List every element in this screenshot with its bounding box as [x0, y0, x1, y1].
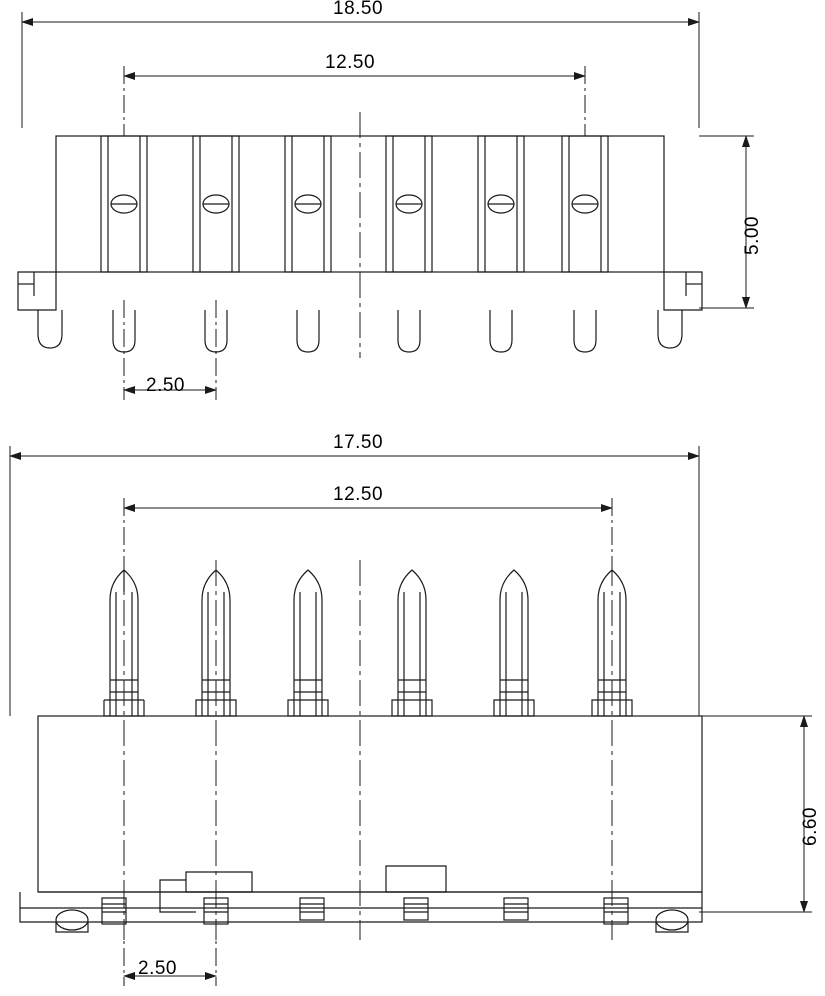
top-view-right-flange [664, 272, 702, 310]
dim-label-bottom-span: 12.50 [333, 484, 384, 505]
dim-top-span [124, 66, 585, 136]
dim-label-top-height: 5.00 [742, 216, 763, 255]
bottom-view-body [38, 716, 702, 892]
top-view-group [18, 12, 754, 400]
bottom-view-base [20, 892, 702, 922]
dim-label-bottom-pitch: 2.50 [138, 958, 177, 979]
bottom-view-solder-tails [102, 898, 628, 924]
dim-label-top-pitch: 2.50 [146, 375, 185, 396]
dim-bottom-height [699, 716, 812, 912]
bottom-view-pins [104, 570, 632, 716]
bottom-view-latch-right [386, 866, 446, 892]
dim-label-bottom-overall: 17.50 [333, 432, 384, 453]
dim-label-top-span: 12.50 [325, 52, 376, 73]
dim-bottom-span [124, 498, 612, 572]
bottom-view-pin-centerlines [124, 560, 612, 940]
dim-label-top-overall: 18.50 [333, 0, 384, 19]
top-view-left-flange [18, 272, 56, 310]
dim-label-bottom-height: 6.60 [800, 807, 821, 846]
top-view-contacts [101, 136, 608, 272]
bottom-view-latch-left [186, 872, 252, 892]
bottom-view-group [10, 446, 812, 986]
